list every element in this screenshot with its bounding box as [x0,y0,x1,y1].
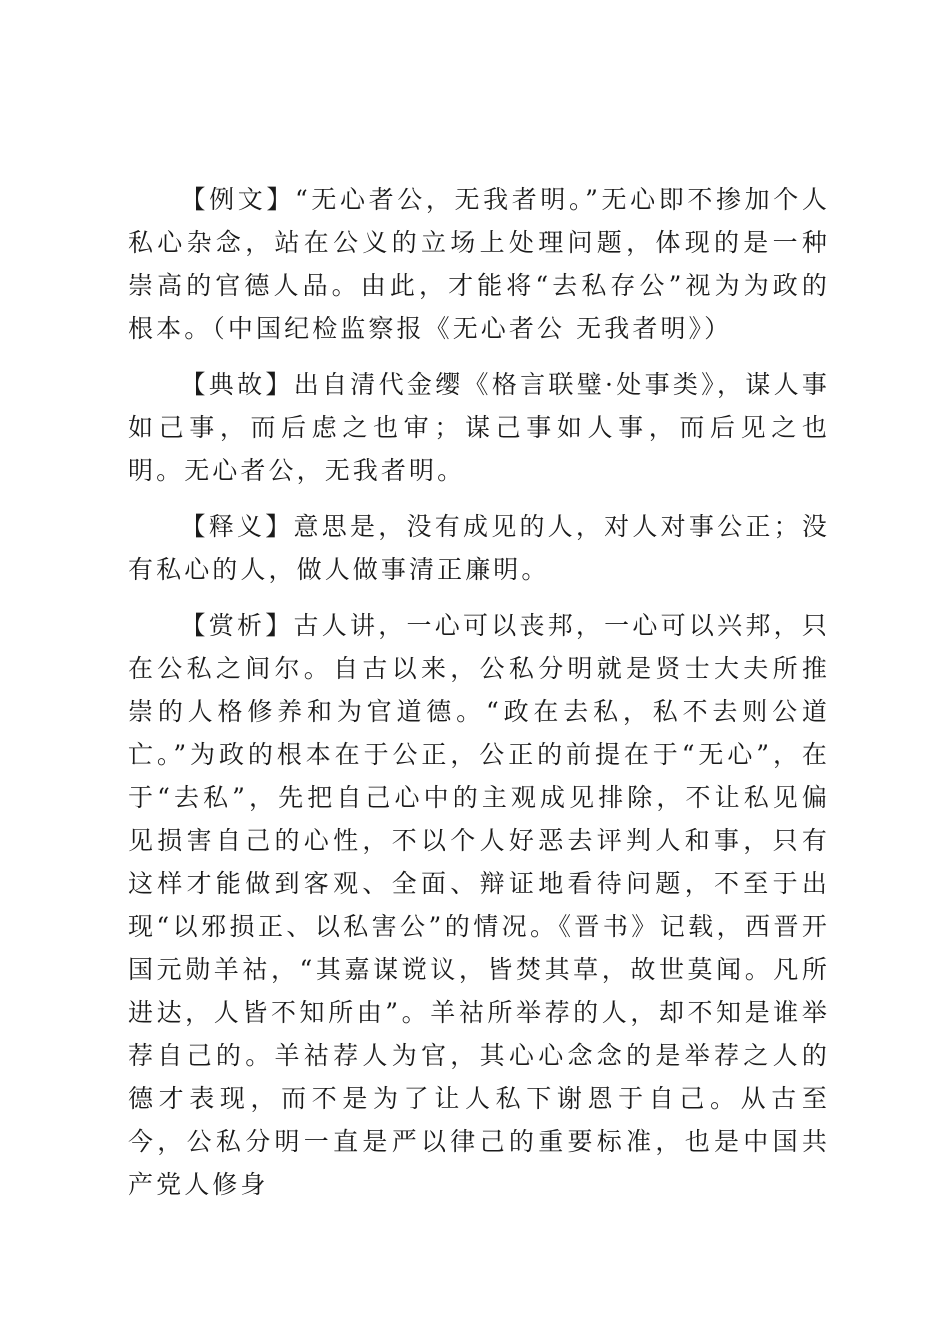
document-body [128,178,830,1219]
paragraph-example: 【例文】“无心者公，无我者明。”无心即不掺加个人私心杂念，站在公义的立场上处理问题，体现的是一种崇高的官德人品。由此，才能将“去私存公”视为为政的根本。（中国纪检监察报《无心者公 无我者明》） [128,185,830,343]
paragraph-allusion: 【典故】出自清代金缨《格言联璧·处事类》，谋人事如己事，而后虑之也审；谋己事如人事，而后见之也明。无心者公，无我者明。 [128,370,830,485]
paragraph-explanation: 【释义】意思是，没有成见的人，对人对事公正；没有私心的人，做人做事清正廉明。 [128,512,830,584]
paragraph-appreciation: 【赏析】古人讲，一心可以丧邦，一心可以兴邦，只在公私之间尔。自古以来，公私分明就是贤士大夫所推崇的人格修养和为官道德。“政在去私，私不去则公道亡。”为政的根本在于公正，公正的前提在于“无心”，在于“去私”，先把自己心中的主观成见排除，不让私见偏见损害自己的心性，不以个人好恶去评判人和事，只有这样才能做到客观、全面、辩证地看待问题，不至于出现“以邪损正、以私害公”的情况。《晋书》记载，西晋开国元勋羊祜，“其嘉谋谠议，皆焚其草，故世莫闻。凡所进达，人皆不知所由”。羊祜所举荐的人，却不知是谁举荐自己的。羊祜荐人为官，其心心念念的是举荐之人的德才表现，而不是为了让人私下谢恩于自己。从古至今，公私分明一直是严以律己的重要标准，也是中国共产党人修身 [128,611,830,1199]
